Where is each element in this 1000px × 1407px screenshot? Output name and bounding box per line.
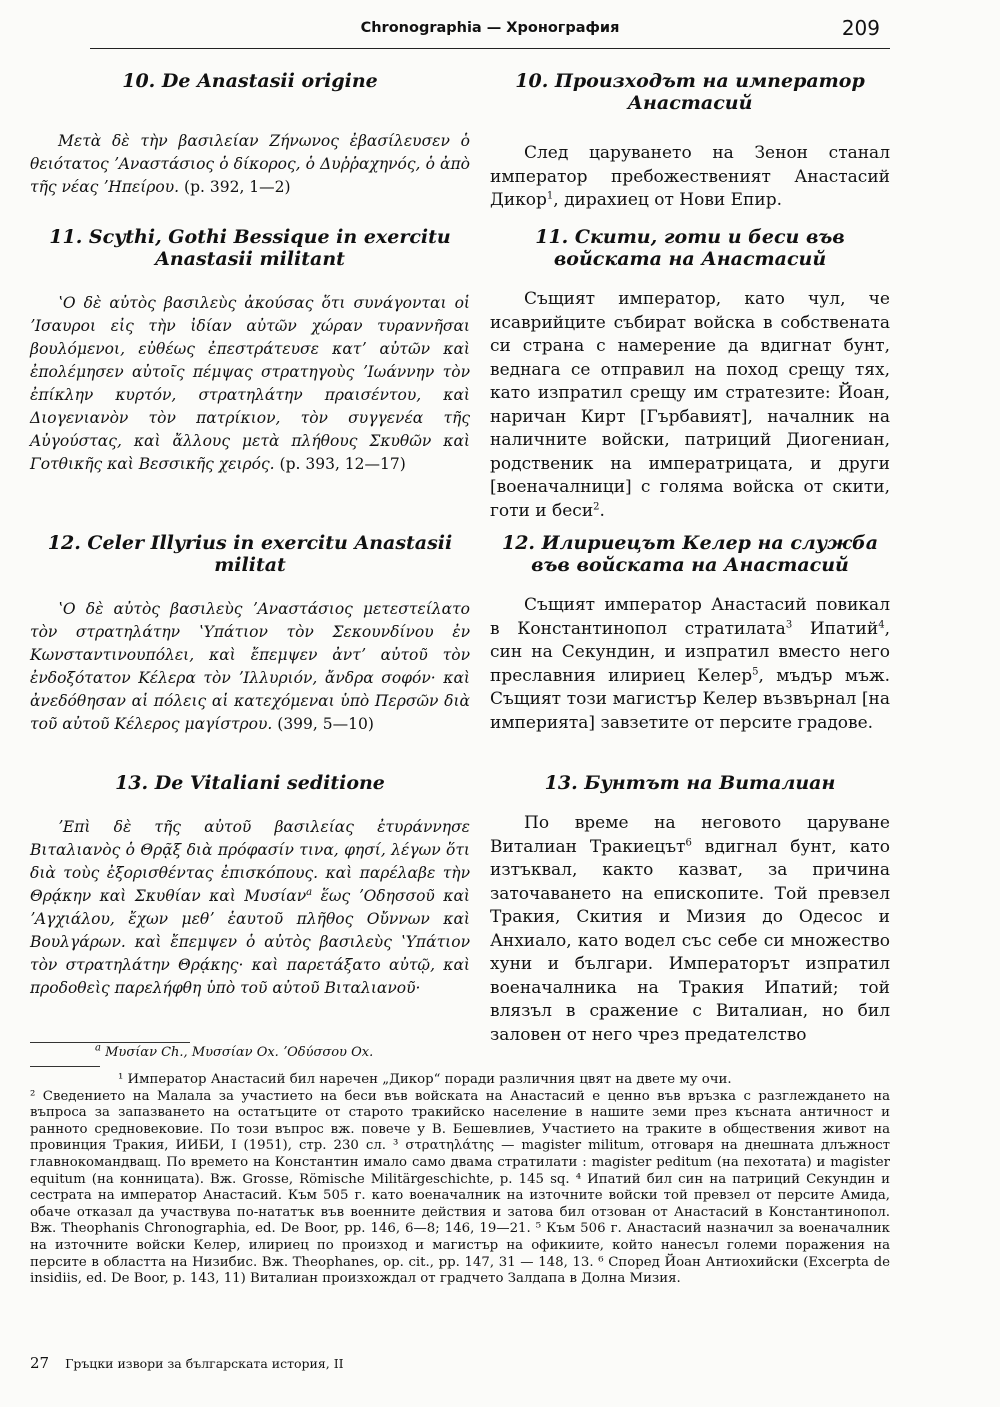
section-title: 11. Скити, готи и беси във войската на Анастасий bbox=[535, 226, 845, 270]
footnotes bbox=[30, 1072, 890, 1288]
translation-section-11 bbox=[490, 226, 890, 523]
greek-text: ʽΟ δὲ αὐτὸς βασιλεὺς ἀκούσας ὅτι συνάγονται οἱ ʼΙσαυροι εἰς τὴν ἰδίαν αὐτῶν χώραν τυραννῆσαι βουλόμενοι, εὐθέως ἐπεστράτευσε κατʼ αὐτῶν καὶ ἐπολέμησεν αὐτοῖς πέμψας στρατηγοὺς ʼΙωάννην τὸν ἐπίκλην κυρτόν, στρατηλάτην πραισέντου, καὶ Διογενιανὸν τὸν πατρίκιον, τὸν συγγενέα τῆς Αὐγούστας, καὶ ἄλλους μετὰ πλήθους Σκυθῶν καὶ Γοτθικῆς καὶ Βεσσικῆς χειρός. (p. 393, 12—17) bbox=[30, 294, 470, 473]
footnote-2-6 bbox=[30, 1089, 890, 1288]
greek-section-11 bbox=[30, 226, 470, 476]
greek-section-12 bbox=[30, 532, 470, 736]
source-reference: (399, 5—10) bbox=[277, 715, 374, 733]
critical-apparatus: $^a$ Μυσίαν Ch., Μυσσίαν Ox. ʼΟδύσσου Ox. bbox=[95, 1042, 374, 1060]
translation-section-10 bbox=[490, 70, 890, 213]
section-title: 10. Произходът на император Анастасий bbox=[515, 70, 865, 114]
source-reference: (p. 393, 12—17) bbox=[279, 455, 406, 473]
section-title: 13. Бунтът на Виталиан bbox=[544, 772, 836, 794]
section-title: 12. Celer Illyrius in exercitu Anastasii militat bbox=[47, 532, 453, 576]
translation-text: По време на неговото царуване Виталиан Тракиецът$^6$ вдигнал бунт, като изтъквал, както казват, за причина заточаването на епископите. Той превзел Тракия, Скития и Мизия до Одесос и Анхиало, като водел със себе си множество хуни и българи. Императорът изпратил военачалника на Тракия Ипатий; той влязъл в сражение с Виталиан, но бил заловен от него чрез предателство bbox=[490, 813, 891, 1045]
header-title: Chronographia — Хронография bbox=[360, 20, 620, 36]
footnote-1: ¹ Император Анастасий бил наречен „Дикор“ поради различния цвят на двете му очи. bbox=[118, 1072, 732, 1087]
source-reference: (p. 392, 1—2) bbox=[184, 178, 291, 196]
section-title: 10. De Anastasii origine bbox=[122, 70, 378, 92]
greek-text: Μετὰ δὲ τὴν βασιλείαν Ζήνωνος ἐβασίλευσεν ὁ θειότατος ʼΑναστάσιος ὁ δίκορος, ὁ Δυῤῥαχηνός, ὁ ἀπὸ τῆς νέας ʼΗπείρου. (p. 392, 1—2) bbox=[30, 132, 470, 196]
running-header bbox=[90, 14, 890, 49]
footnote-2: ² Сведението на Малала за участието на беси във войската на Анастасий е ценно във връзка с разглеждането на въпроса за запазването на остатъците от старото тракийско население в нашите земи през късната античност и ранното средновековие. По този въпрос вж. повече у В. Бешевлиев, Участието на траките в обществения живот на провинция Тракия, ИИБИ, I (1951), стр. 230 сл. bbox=[30, 1088, 890, 1154]
apparatus-divider bbox=[30, 1042, 190, 1043]
translation-section-13 bbox=[490, 772, 890, 1047]
book-title: Гръцки извори за българската история, II bbox=[65, 1356, 344, 1371]
footnote-5: ⁵ Към 506 г. Анастасий назначил за военачалник на източните войски Келер, илириец по произход и магистър на офикиите, който нанесъл големи поражения на персите в областта на Низибис. Вж. Theophanes, op. cit., pp. 147, 31 — 148, 13. bbox=[30, 1221, 890, 1270]
translation-text: Същият император Анастасий повикал в Константинопол стратилата$^3$ Ипатий$^4$, син на Секундин, и изпратил вместо него преславния илириец Келер$^5$, мъдър мъж. Същият този магистър Келер възвърнал [на империята] завзетите от персите градове. bbox=[490, 595, 891, 733]
section-title: 12. Илириецът Келер на служба във войската на Анастасий bbox=[501, 532, 879, 576]
greek-section-13 bbox=[30, 772, 470, 1000]
section-title: 11. Scythi, Gothi Bessique in exercitu Anastasii militant bbox=[49, 226, 451, 270]
greek-section-10 bbox=[30, 70, 470, 199]
page-footer bbox=[30, 1354, 630, 1372]
footnote-3: ³ στρατηλάτης — magister militum, отговаря на днешната длъжност главнокомандващ. По времето на Константин имало само двама стратилати : magister peditum (на пехотата) и magister equitum (на конницата). Вж. Grosse, Römische Militärgeschichte, p. 145 sq. bbox=[30, 1138, 891, 1187]
greek-text: ʽΟ δὲ αὐτὸς βασιλεὺς ʼΑναστάσιος μετεστείλατο τὸν στρατηλάτην ʽΥπάτιον τὸν Σεκουνδίνου ἐν Κωνσταντινουπόλει, καὶ ἔπεμψεν ἀντʼ αὐτοῦ τὸν ἐνδοξότατον Κέλερα τὸν ʼΙλλυριόν, ἄνδρα σοφόν· καὶ ἀνεδόθησαν αἱ πόλεις αἱ κατεχόμεναι ὑπὸ Περσῶν διὰ τοῦ αὐτοῦ Κέλερος μαγίστρου. (399, 5—10) bbox=[30, 600, 470, 733]
translation-text: Същият император, като чул, че исаврийците събират войска в собствената си страна с намерение да вдигнат бунт, веднага се отправил на поход срещу тях, като изпратил срещу им стратезите: Йоан, наричан Кирт [Гърбавият], началник на наличните войски, патриций Диогениан, родственик на императрицата, и други [военачалници] с голяма войска от скити, готи и беси$^2$. bbox=[490, 289, 890, 521]
footnote-6: ⁶ Според Йоан Антиохийски (Excerpta de insidiis, ed. De Boor, p. 143, 11) Виталиан произхождал от градчето Залдапа в Долна Мизия. bbox=[30, 1254, 890, 1287]
signature-number: 27 bbox=[30, 1354, 50, 1372]
translation-text: След царуването на Зенон станал император пребожественият Анастасий Дикор$^1$, дирахиец от Нови Епир. bbox=[490, 143, 890, 210]
footnote-divider bbox=[30, 1066, 100, 1067]
greek-text: ʼΕπὶ δὲ τῆς αὐτοῦ βασιλείας ἐτυράννησε Βιταλιανὸς ὁ Θρᾷξ διὰ πρόφασίν τινα, φησί, λέγων ὅτι διὰ τοὺς ἐξορισθέντας ἐπισκόπους. καὶ παρέλαβε τὴν Θρᾴκην καὶ Σκυθίαν καὶ Μυσίαν$^a$ ἕως ʼΟδησσοῦ καὶ ʼΑγχιάλου, ἔχων μεθʼ ἑαυτοῦ πλῆθος Οὔννων καὶ Βουλγάρων. καὶ ἔπεμψεν ὁ αὐτὸς βασιλεὺς ʽΥπάτιον τὸν στρατηλάτην Θρᾴκης· καὶ παρετάξατο αὐτῷ, καὶ προδοθεὶς παρελήφθη ὑπὸ τοῦ αὐτοῦ Βιταλιανοῦ· bbox=[30, 818, 470, 997]
footnote-4: ⁴ Ипатий бил син на патриций Секундин и сестрата на император Анастасий. Към 505 г. като военачалник на източните войски той превзел от персите Амида, обаче отказал да участвува по-нататък във военните действия и затова бил отзован от Анастасий в Константинопол. Вж. Theophanis Chronographia, ed. De Boor, pp. 146, 6—8; 146, 19—21. bbox=[30, 1171, 891, 1237]
page-number: 209 bbox=[841, 16, 880, 40]
translation-section-12 bbox=[490, 532, 890, 735]
section-title: 13. De Vitaliani seditione bbox=[115, 772, 385, 794]
